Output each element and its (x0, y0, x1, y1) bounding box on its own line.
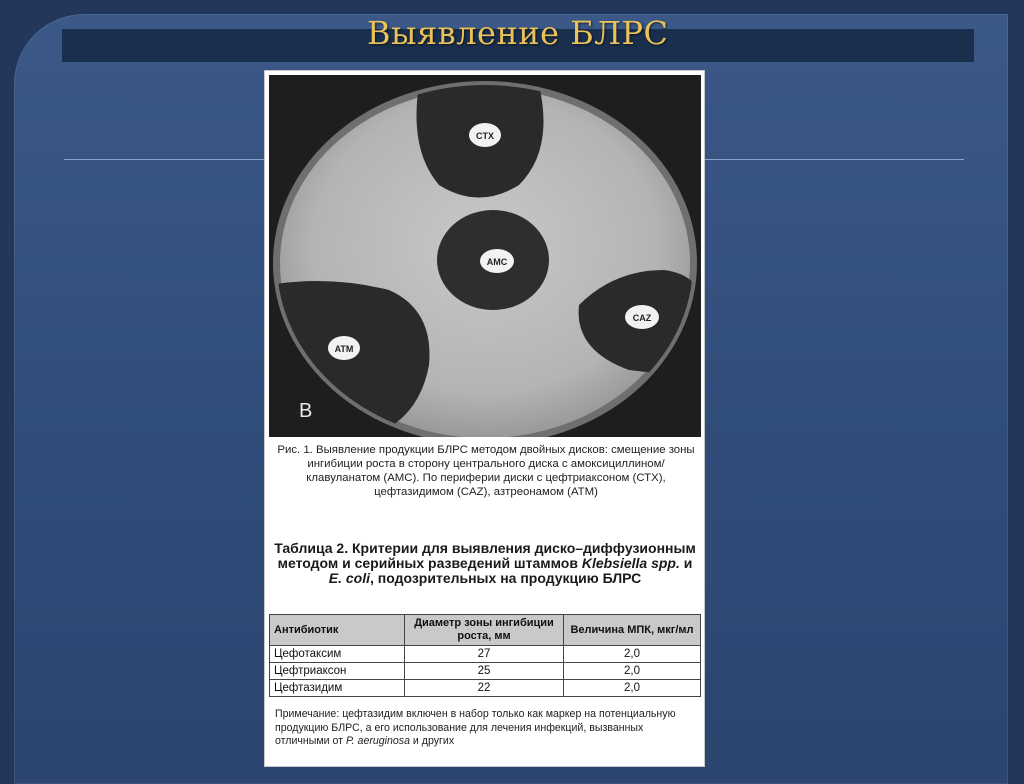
table-title (271, 541, 699, 586)
note-end: и других (409, 735, 455, 747)
table-title-italic1: Klebsiella spp. (581, 555, 680, 571)
cell-antibiotic: Цефтриаксон (270, 663, 405, 680)
petri-dish-photo (269, 75, 701, 437)
cell-antibiotic: Цефотаксим (270, 646, 405, 663)
table-row (270, 663, 701, 680)
criteria-table (269, 614, 701, 697)
note-text: Примечание: цефтазидим включен в набор только как маркер на потенциальную продукцию БЛРС, а его использование для лечения инфекций, вызванных отличными от (275, 708, 676, 747)
header-mic: Величина МПК, мкг/мл (564, 615, 701, 646)
cell-diameter: 25 (405, 663, 564, 680)
slide-title: Выявление БЛРС (367, 14, 669, 52)
cell-diameter: 27 (405, 646, 564, 663)
panel-letter: B (299, 400, 313, 422)
cell-diameter: 22 (405, 680, 564, 697)
header-diameter: Диаметр зоны ингибиции роста, мм (405, 615, 564, 646)
note-italic: P. aeruginosa (345, 735, 410, 747)
header-antibiotic: Антибиотик (270, 615, 405, 646)
disc-left-label: ATM (334, 344, 354, 354)
table-title-and: и (679, 555, 693, 571)
cell-mic: 2,0 (564, 646, 701, 663)
cell-antibiotic: Цефтазидим (270, 680, 405, 697)
disc-right-label: CAZ (632, 313, 652, 323)
petri-dish-illustration (269, 75, 701, 437)
table-title-italic2: E. coli (328, 570, 370, 586)
cell-mic: 2,0 (564, 663, 701, 680)
disc-top-label: CTX (476, 131, 494, 141)
content-panel (264, 70, 705, 767)
figure-caption (273, 443, 699, 499)
caption-text: Выявление продукции БЛРС методом двойных дисков: смещение зоны ингибиции роста в сторону центрального диска с амоксициллином/клавуланатом (АМС). По периферии диски с цефтриаксоном (СТХ), цефтазидимом (CAZ), азтреонамом (АТМ) (306, 444, 695, 498)
table-row (270, 646, 701, 663)
table-title-part2: , подозрительных на продукцию БЛРС (369, 570, 642, 586)
table-title-part1: Таблица 2. Критерии для выявления диско–диффузионным методом и серийных разведений штаммов (274, 540, 696, 571)
disc-center-label: AMC (486, 257, 508, 267)
table-row (270, 680, 701, 697)
table-header-row (270, 615, 701, 646)
table-note (275, 708, 699, 749)
caption-label: Рис. 1. (277, 444, 313, 456)
cell-mic: 2,0 (564, 680, 701, 697)
